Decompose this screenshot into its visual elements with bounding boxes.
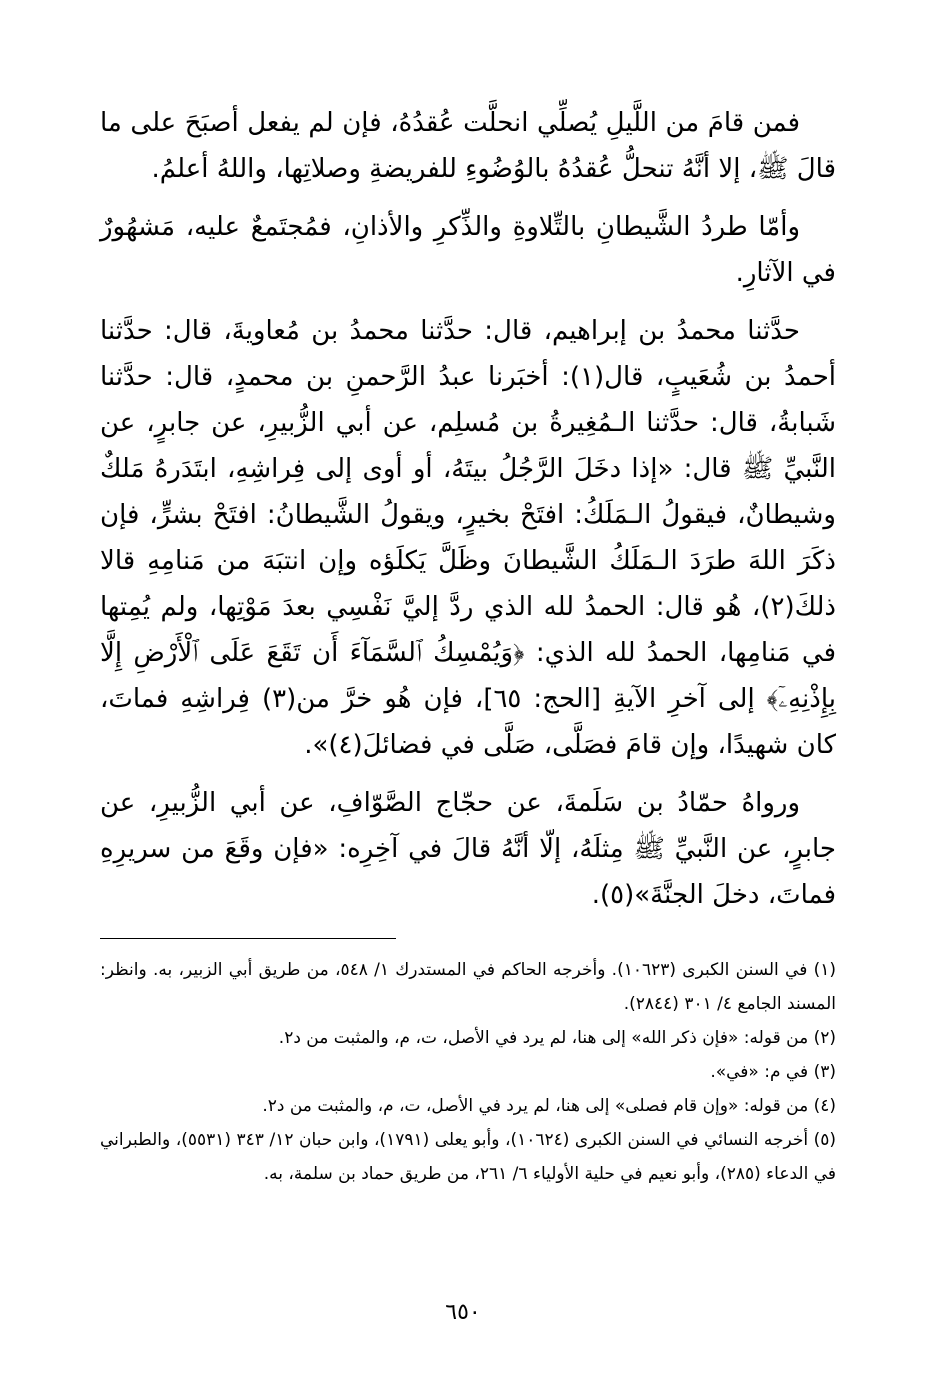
- footnote-2: (٢) من قوله: «فإن ذكر الله» إلى هنا، لم يرد في الأصل، ت، م، والمثبت من د٢.: [278, 1028, 836, 1048]
- footnote-3: (٣) في م: «في».: [710, 1062, 836, 1082]
- footnote-1: (١) في السنن الكبرى (١٠٦٢٣). وأخرجه الحاكم في المستدرك ١/ ٥٤٨، من طريق أبي الزبير، به. وانظر: المسند الجامع ٤/ ٣٠١ (٢٨٤٤).: [100, 960, 836, 1014]
- footnote-separator: [100, 938, 396, 939]
- footnote-4: (٤) من قوله: «وإن قام فصلى» إلى هنا، لم يرد في الأصل، ت، م، والمثبت من د٢.: [262, 1096, 836, 1116]
- footnotes: [100, 953, 836, 1191]
- main-text: [100, 100, 836, 918]
- paragraph-1: فمن قامَ من اللَّيلِ يُصلِّي انحلَّت عُقدُهُ، فإن لم يفعل أصبَحَ على ما قالَ ﷺ، إلا أنَّهُ تنحلُّ عُقدُهُ بالوُضُوءِ للفريضةِ وصلاتِها، واللهُ أعلمُ.: [100, 108, 836, 184]
- paragraph-3-hadith: حدَّثنا محمدُ بن إبراهيم، قال: حدَّثنا محمدُ بن مُعاويةَ، قال: حدَّثنا أحمدُ بن شُعَيبٍ، قال(١): أخبَرنا عبدُ الرَّحمنِ بن محمدٍ، قال: حدَّثنا شَبابةُ، قال: حدَّثنا الـمُغِيرةُ بن مُسلِم، عن أبي الزُّبيرِ، عن جابرٍ، عن النَّبيِّ ﷺ قال: «إذا دخَلَ الرَّجُلُ بيتَهُ، أو أوى إلى فِراشِهِ، ابتَدَرهُ مَلكٌ وشيطانٌ، فيقولُ الـمَلَكُ: افتَحْ بخيرٍ، ويقولُ الشَّيطانُ: افتَحْ بشرٍّ، فإن ذكَرَ اللهَ طرَدَ الـمَلَكُ الشَّيطانَ وظَلَّ يَكلَؤه وإن انتبَهَ من مَنامِهِ قالا ذلكَ(٢)، هُو قال: الحمدُ لله الذي ردَّ إليَّ نَفْسِي بعدَ مَوْتِها، ولم يُمِتها في مَنامِها، الحمدُ لله الذي: ﴿وَيُمْسِكُ ٱلسَّمَآءَ أَن تَقَعَ عَلَى ٱلْأَرْضِ إِلَّا بِإِذْنِهِۦٓ﴾ إلى آخرِ الآيةِ [الحج: ٦٥]، فإن هُو خرَّ من(٣) فِراشِهِ فماتَ، كان شهيدًا، وإن قامَ فصَلَّى، صَلَّى في فضائلَ(٤)».: [100, 316, 837, 760]
- paragraph-4: ورواهُ حمّادُ بن سَلَمةَ، عن حجّاج الصَّوّافِ، عن أبي الزُّبيرِ، عن جابرٍ، عن النَّبيِّ ﷺ مِثلَهُ، إلّا أنَّهُ قالَ في آخِرِه: «فإن وقَعَ من سريرِهِ فماتَ، دخلَ الجنَّةَ»(٥).: [100, 788, 836, 910]
- page-content: [100, 100, 836, 1191]
- footnote-5: (٥) أخرجه النسائي في السنن الكبرى (١٠٦٢٤)، وأبو يعلى (١٧٩١)، وابن حبان ١٢/ ٣٤٣ (٥٥٣١)، والطبراني في الدعاء (٢٨٥)، وأبو نعيم في حلية الأولياء ٦/ ٢٦١، من طريق حماد بن سلمة، به.: [100, 1130, 837, 1184]
- page-number: ٦٥٠: [445, 1300, 481, 1325]
- paragraph-2: وأمّا طردُ الشَّيطانِ بالتِّلاوةِ والذِّكرِ والأذانِ، فمُجتَمعٌ عليه، مَشهُورٌ في الآثارِ.: [100, 212, 836, 288]
